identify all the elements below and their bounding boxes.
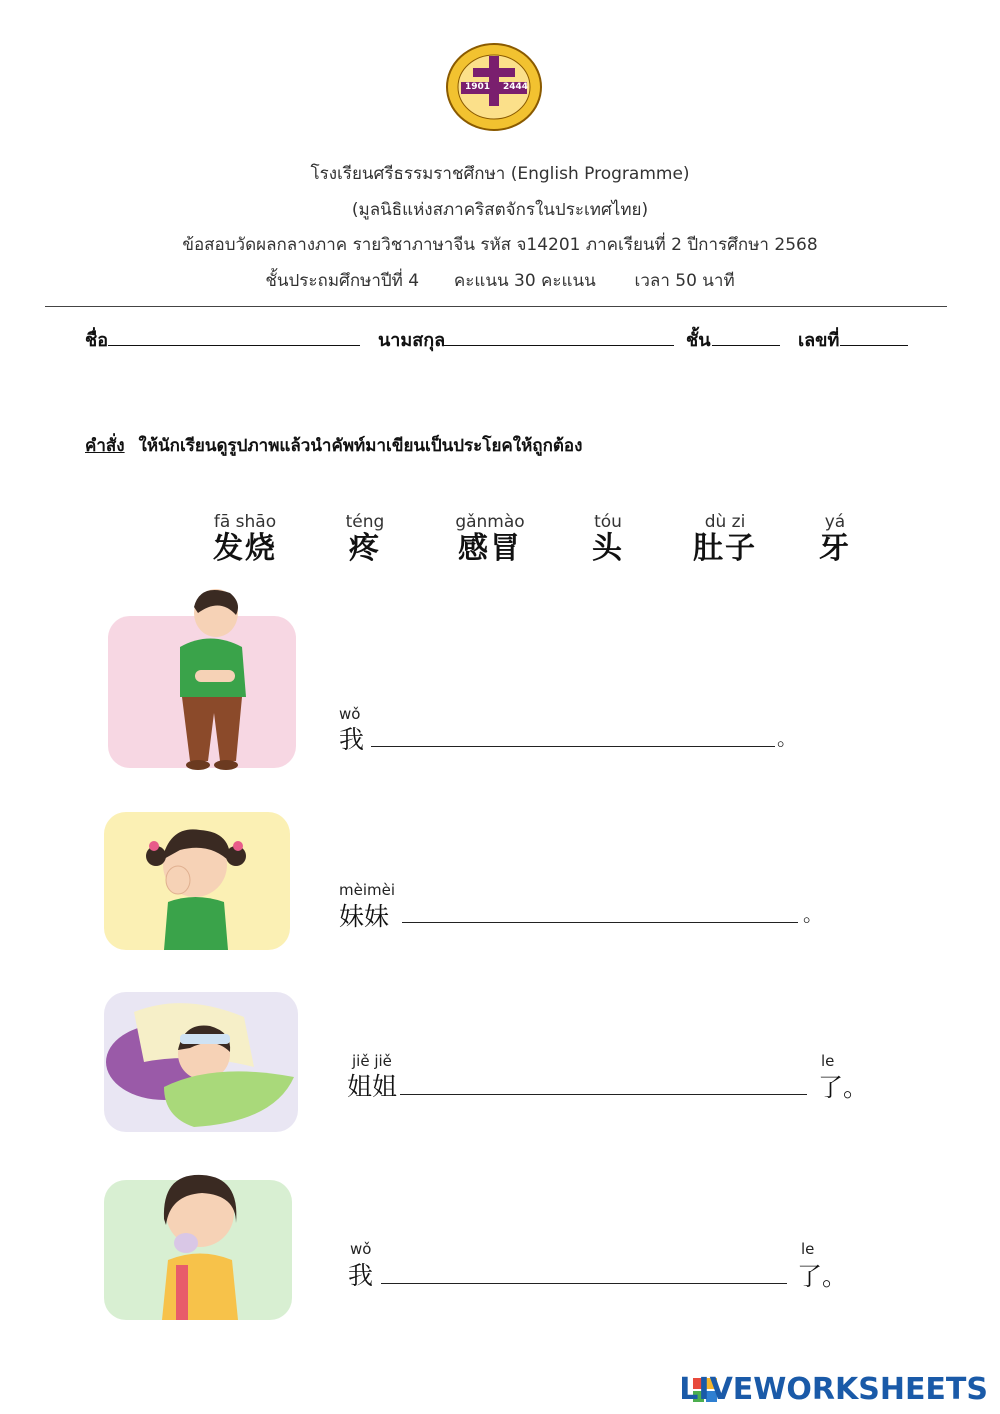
word-bank-item [568, 512, 648, 566]
word-pinyin: téng [345, 512, 385, 532]
word-hanzi: 头 [592, 531, 624, 566]
word-pinyin: yá [824, 512, 846, 532]
instruction [85, 432, 582, 459]
toothache-girl-figure [140, 820, 250, 950]
foundation-name: (มูลนิธิแห่งสภาคริสตจักรในประเทศไทย) [351, 200, 649, 220]
word-hanzi: 感冒 [458, 531, 522, 566]
word-pinyin: tóu [594, 512, 622, 532]
class-field[interactable] [712, 345, 780, 346]
name-field[interactable] [108, 345, 360, 346]
q2-end: 。 [803, 902, 823, 926]
word-bank-item [440, 512, 540, 566]
word-pinyin: dù zi [704, 512, 746, 532]
instruction-text: ให้นักเรียนดูรูปภาพแล้วนำคัพท์มาเขียนเป็นประโยคให้ถูกต้อง [138, 436, 583, 456]
word-hanzi: 发烧 [213, 531, 277, 566]
number-field[interactable] [840, 345, 908, 346]
word-pinyin: fā shāo [213, 512, 277, 532]
q4-start: 我 [348, 1261, 374, 1290]
word-hanzi: 肚子 [693, 531, 757, 566]
q1-start-pinyin: wǒ [339, 705, 361, 723]
number-label: เลขที่ [798, 330, 840, 351]
q4-end: 了。 [797, 1262, 848, 1291]
liveworksheets-brand: LIVEWORKSHEETS [679, 1372, 988, 1407]
word-hanzi: 疼 [349, 531, 381, 566]
name-label: ชื่อ [85, 330, 109, 351]
q4-start-pinyin: wǒ [350, 1240, 372, 1258]
instruction-label: คำสั่ง [85, 436, 125, 456]
grade-text: ชั้นประถมศึกษาปีที่ 4 [265, 271, 420, 291]
q2-start: 妹妹 [339, 902, 390, 931]
q3-end-pinyin: le [821, 1052, 835, 1070]
score-text: คะแนน 30 คะแนน [453, 271, 596, 291]
word-bank-item [675, 512, 775, 566]
school-name: โรงเรียนศรีธรรมราชศึกษา (English Programme) [310, 164, 690, 184]
class-label: ชั้น [686, 330, 711, 351]
word-bank-item [325, 512, 405, 566]
q4-end-pinyin: le [801, 1240, 815, 1258]
school-seal-icon [445, 42, 543, 132]
q2-answer-field[interactable] [402, 922, 798, 923]
seal-year-right: 2444 [503, 82, 529, 92]
surname-field[interactable] [442, 345, 674, 346]
word-bank-item [195, 512, 295, 566]
q1-start: 我 [339, 725, 365, 754]
word-bank-item [800, 512, 870, 566]
word-pinyin: gǎnmào [455, 512, 525, 532]
word-hanzi: 牙 [819, 531, 851, 566]
q1-end: 。 [777, 726, 797, 750]
fever-girl-figure [104, 992, 298, 1132]
q3-start-pinyin: jiě jiě [352, 1052, 392, 1070]
seal-year-left: 1901 [465, 82, 491, 92]
cold-girl-figure [140, 1165, 260, 1320]
q4-answer-field[interactable] [381, 1283, 787, 1284]
exam-title: ข้อสอบวัดผลกลางภาค รายวิชาภาษาจีน รหัส จ14201 ภาคเรียนที่ 2 ปีการศึกษา 2568 [182, 235, 818, 255]
time-text: เวลา 50 นาที [634, 271, 735, 291]
stomachache-boy-figure [150, 585, 260, 775]
exam-info [0, 267, 1000, 294]
q3-start: 姐姐 [347, 1072, 398, 1101]
q2-start-pinyin: mèimèi [339, 881, 396, 899]
header-divider [45, 306, 947, 307]
surname-label: นามสกุล [378, 330, 446, 351]
q3-answer-field[interactable] [400, 1094, 807, 1095]
q1-answer-field[interactable] [371, 746, 775, 747]
q3-end: 了。 [818, 1073, 869, 1102]
